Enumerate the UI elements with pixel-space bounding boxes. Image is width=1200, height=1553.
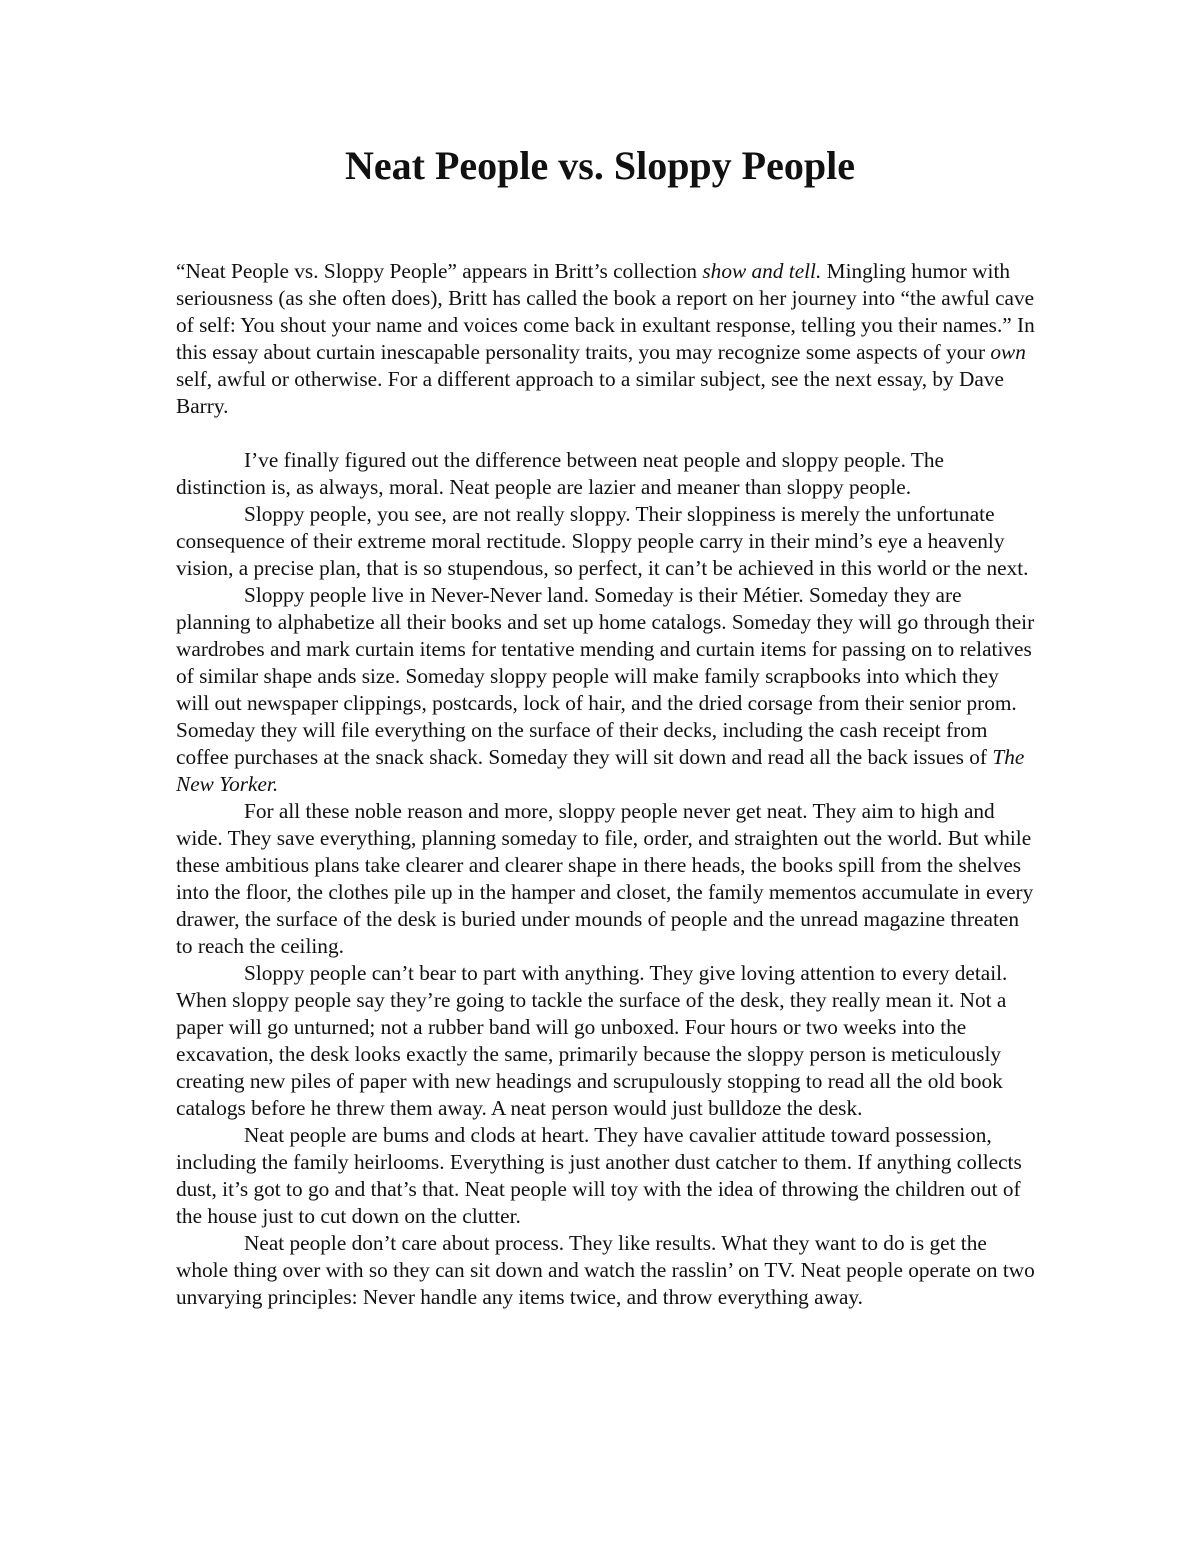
essay-paragraph-7: Neat people don’t care about process. They like results. What they want to do is get the whole thing over with so they can sit down and watch the rasslin’ on TV. Neat people operate on two unvarying principles: Never handle any items twice, and throw everything away. [176, 1231, 1035, 1309]
essay-paragraph-3 [176, 582, 1036, 798]
magazine-title-new-yorker: The New Yorker. [176, 745, 1025, 796]
essay-paragraph-3-text: Sloppy people live in Never-Never land. Someday is their Métier. Someday they are planning to alphabetize all their books and set up home catalogs. Someday they will go through their wardrobes and mark curtain items for tentative mending and curtain items for passing on to relatives of similar shape ands size. Someday sloppy people will make family scrapbooks into which they will out newspaper clippings, postcards, lock of hair, and the dried corsage from their senior prom. Someday they will file everything on the surface of their decks, including the cash receipt from coffee purchases at the snack shack. Someday they will sit down and read all the back issues of [176, 583, 1035, 769]
essay-paragraph-6: Neat people are bums and clods at heart. They have cavalier attitude toward possession, including the family heirlooms. Everything is just another dust catcher to them. If anything collects dust, it’s got to go and that’s that. Neat people will toy with the idea of throwing the children out of the house just to cut down on the clutter. [176, 1123, 1022, 1228]
essay-paragraph-2: Sloppy people, you see, are not really sloppy. Their sloppiness is merely the unfortunate consequence of their extreme moral rectitude. Sloppy people carry in their mind’s eye a heavenly vision, a precise plan, that is so stupendous, so perfect, it can’t be achieved in this world or the next. [176, 502, 1029, 580]
essay-paragraph-5: Sloppy people can’t bear to part with anything. They give loving attention to every detail. When sloppy people say they’re going to tackle the surface of the desk, they really mean it. Not a paper will go unturned; not a rubber band will go unboxed. Four hours or two weeks into the excavation, the desk looks exactly the same, primarily because the sloppy person is meticulously creating new piles of paper with new headings and scrupulously stopping to read all the old book catalogs before he threw them away. A neat person would just bulldoze the desk. [176, 961, 1008, 1120]
intro-text-1: “Neat People vs. Sloppy People” appears in Britt’s collection [176, 259, 703, 283]
intro-text-2: Mingling humor with seriousness (as she often does), Britt has called the book a report on her journey into “the awful cave of self: You shout your name and voices come back in exultant response, telling you their names.” In this essay about curtain inescapable personality traits, you may recognize some aspects of your [176, 259, 1035, 364]
book-title-show-and-tell: show and tell. [702, 259, 822, 283]
emphasis-own: own [990, 340, 1026, 364]
document-body [176, 258, 1036, 1311]
essay-paragraph-1: I’ve finally figured out the difference between neat people and sloppy people. The distinction is, as always, moral. Neat people are lazier and meaner than sloppy people. [176, 448, 944, 499]
intro-paragraph [176, 258, 1036, 420]
essay-paragraph-4: For all these noble reason and more, sloppy people never get neat. They aim to high and wide. They save everything, planning someday to file, order, and straighten out the world. But while these ambitious plans take clearer and clearer shape in there heads, the books spill from the shelves into the floor, the clothes pile up in the hamper and closet, the family mementos accumulate in every drawer, the surface of the desk is buried under mounds of people and the unread magazine threaten to reach the ceiling. [176, 799, 1034, 958]
page-title: Neat People vs. Sloppy People [345, 143, 855, 188]
intro-text-3: self, awful or otherwise. For a different approach to a similar subject, see the next essay, by Dave Barry. [176, 367, 1004, 418]
